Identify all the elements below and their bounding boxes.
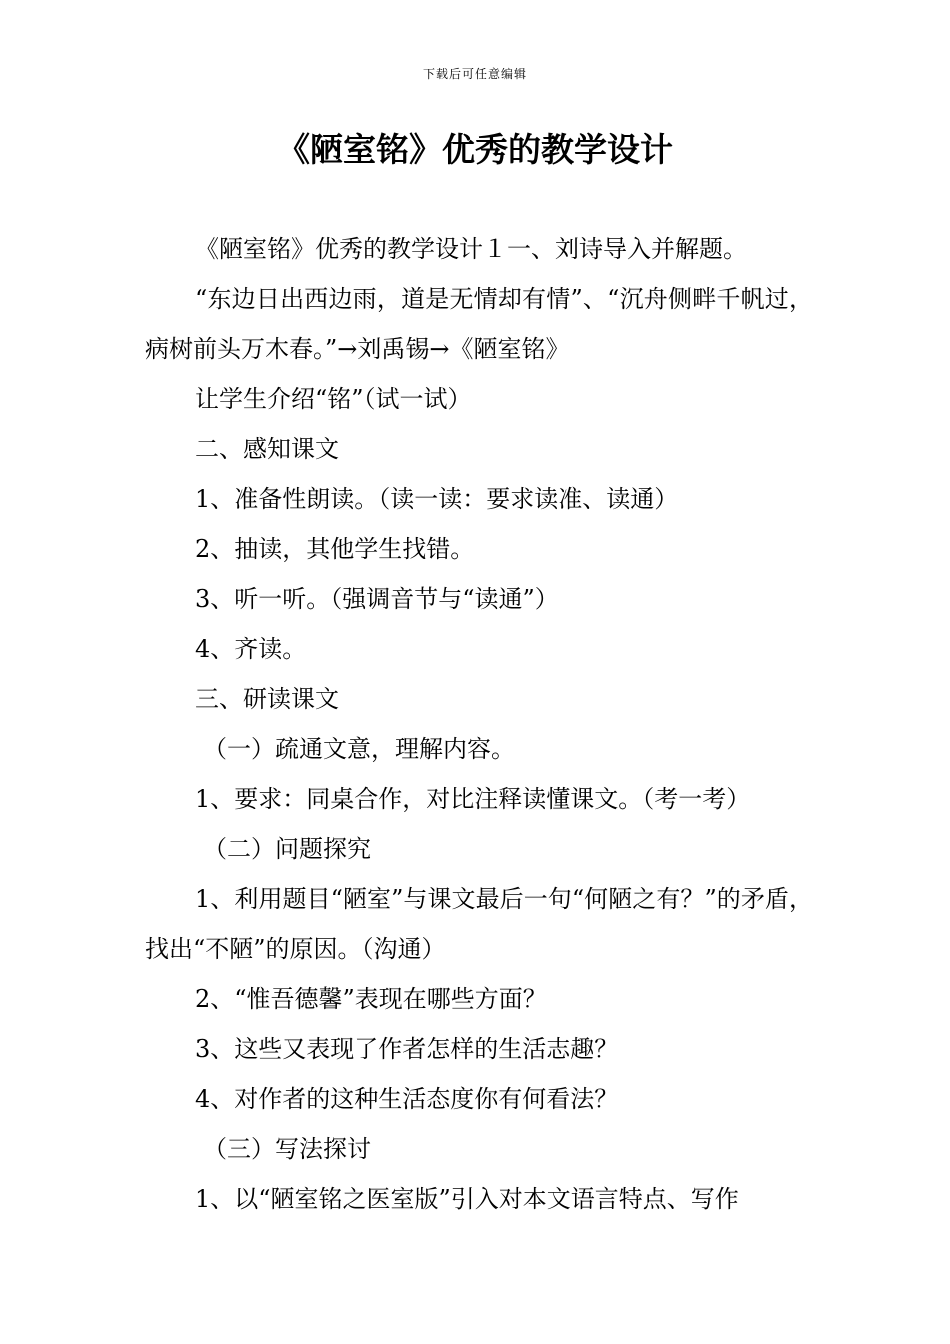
list-item: 1、利用题目“陋室”与课文最后一句“何陋之有？”的矛盾，找出“不陋”的原因。（沟通） — [145, 885, 813, 963]
list-item: 3、听一听。（强调音节与“读通”） — [195, 585, 559, 613]
list-item: 3、这些又表现了作者怎样的生活志趣？ — [195, 1035, 619, 1063]
paragraph-poem-quote: “东边日出西边雨，道是无情却有情”、“沉舟侧畔千帆过，病树前头万木春。”→刘禹锡→《陋室铭》 — [145, 285, 813, 363]
document-body — [145, 224, 813, 1224]
document-title: 《陋室铭》优秀的教学设计 — [277, 130, 673, 169]
subsection-heading: （二）问题探究 — [203, 835, 371, 863]
section-heading-study: 三、研读课文 — [195, 685, 339, 713]
paragraph-intro: 《陋室铭》优秀的教学设计１一、刘诗导入并解题。 — [195, 235, 747, 263]
list-item: 4、齐读。 — [195, 635, 307, 663]
section-heading-perceive: 二、感知课文 — [195, 435, 339, 463]
list-item: 1、要求：同桌合作，对比注释读懂课文。（考一考） — [195, 785, 751, 813]
list-item: 2、抽读，其他学生找错。 — [195, 535, 475, 563]
list-item: 2、“惟吾德馨”表现在哪些方面？ — [195, 985, 547, 1013]
list-item: 1、准备性朗读。（读一读：要求读准、读通） — [195, 485, 679, 513]
subsection-heading: （三）写法探讨 — [203, 1135, 371, 1163]
subsection-heading: （一）疏通文意，理解内容。 — [203, 735, 515, 763]
list-item: 1、以“陋室铭之医室版”引入对本文语言特点、写作 — [195, 1185, 739, 1213]
header-note: 下载后可任意编辑 — [422, 67, 527, 81]
list-item: 4、对作者的这种生活态度你有何看法？ — [195, 1085, 619, 1113]
paragraph-introduce-ming: 让学生介绍“铭”（试一试） — [195, 385, 472, 413]
